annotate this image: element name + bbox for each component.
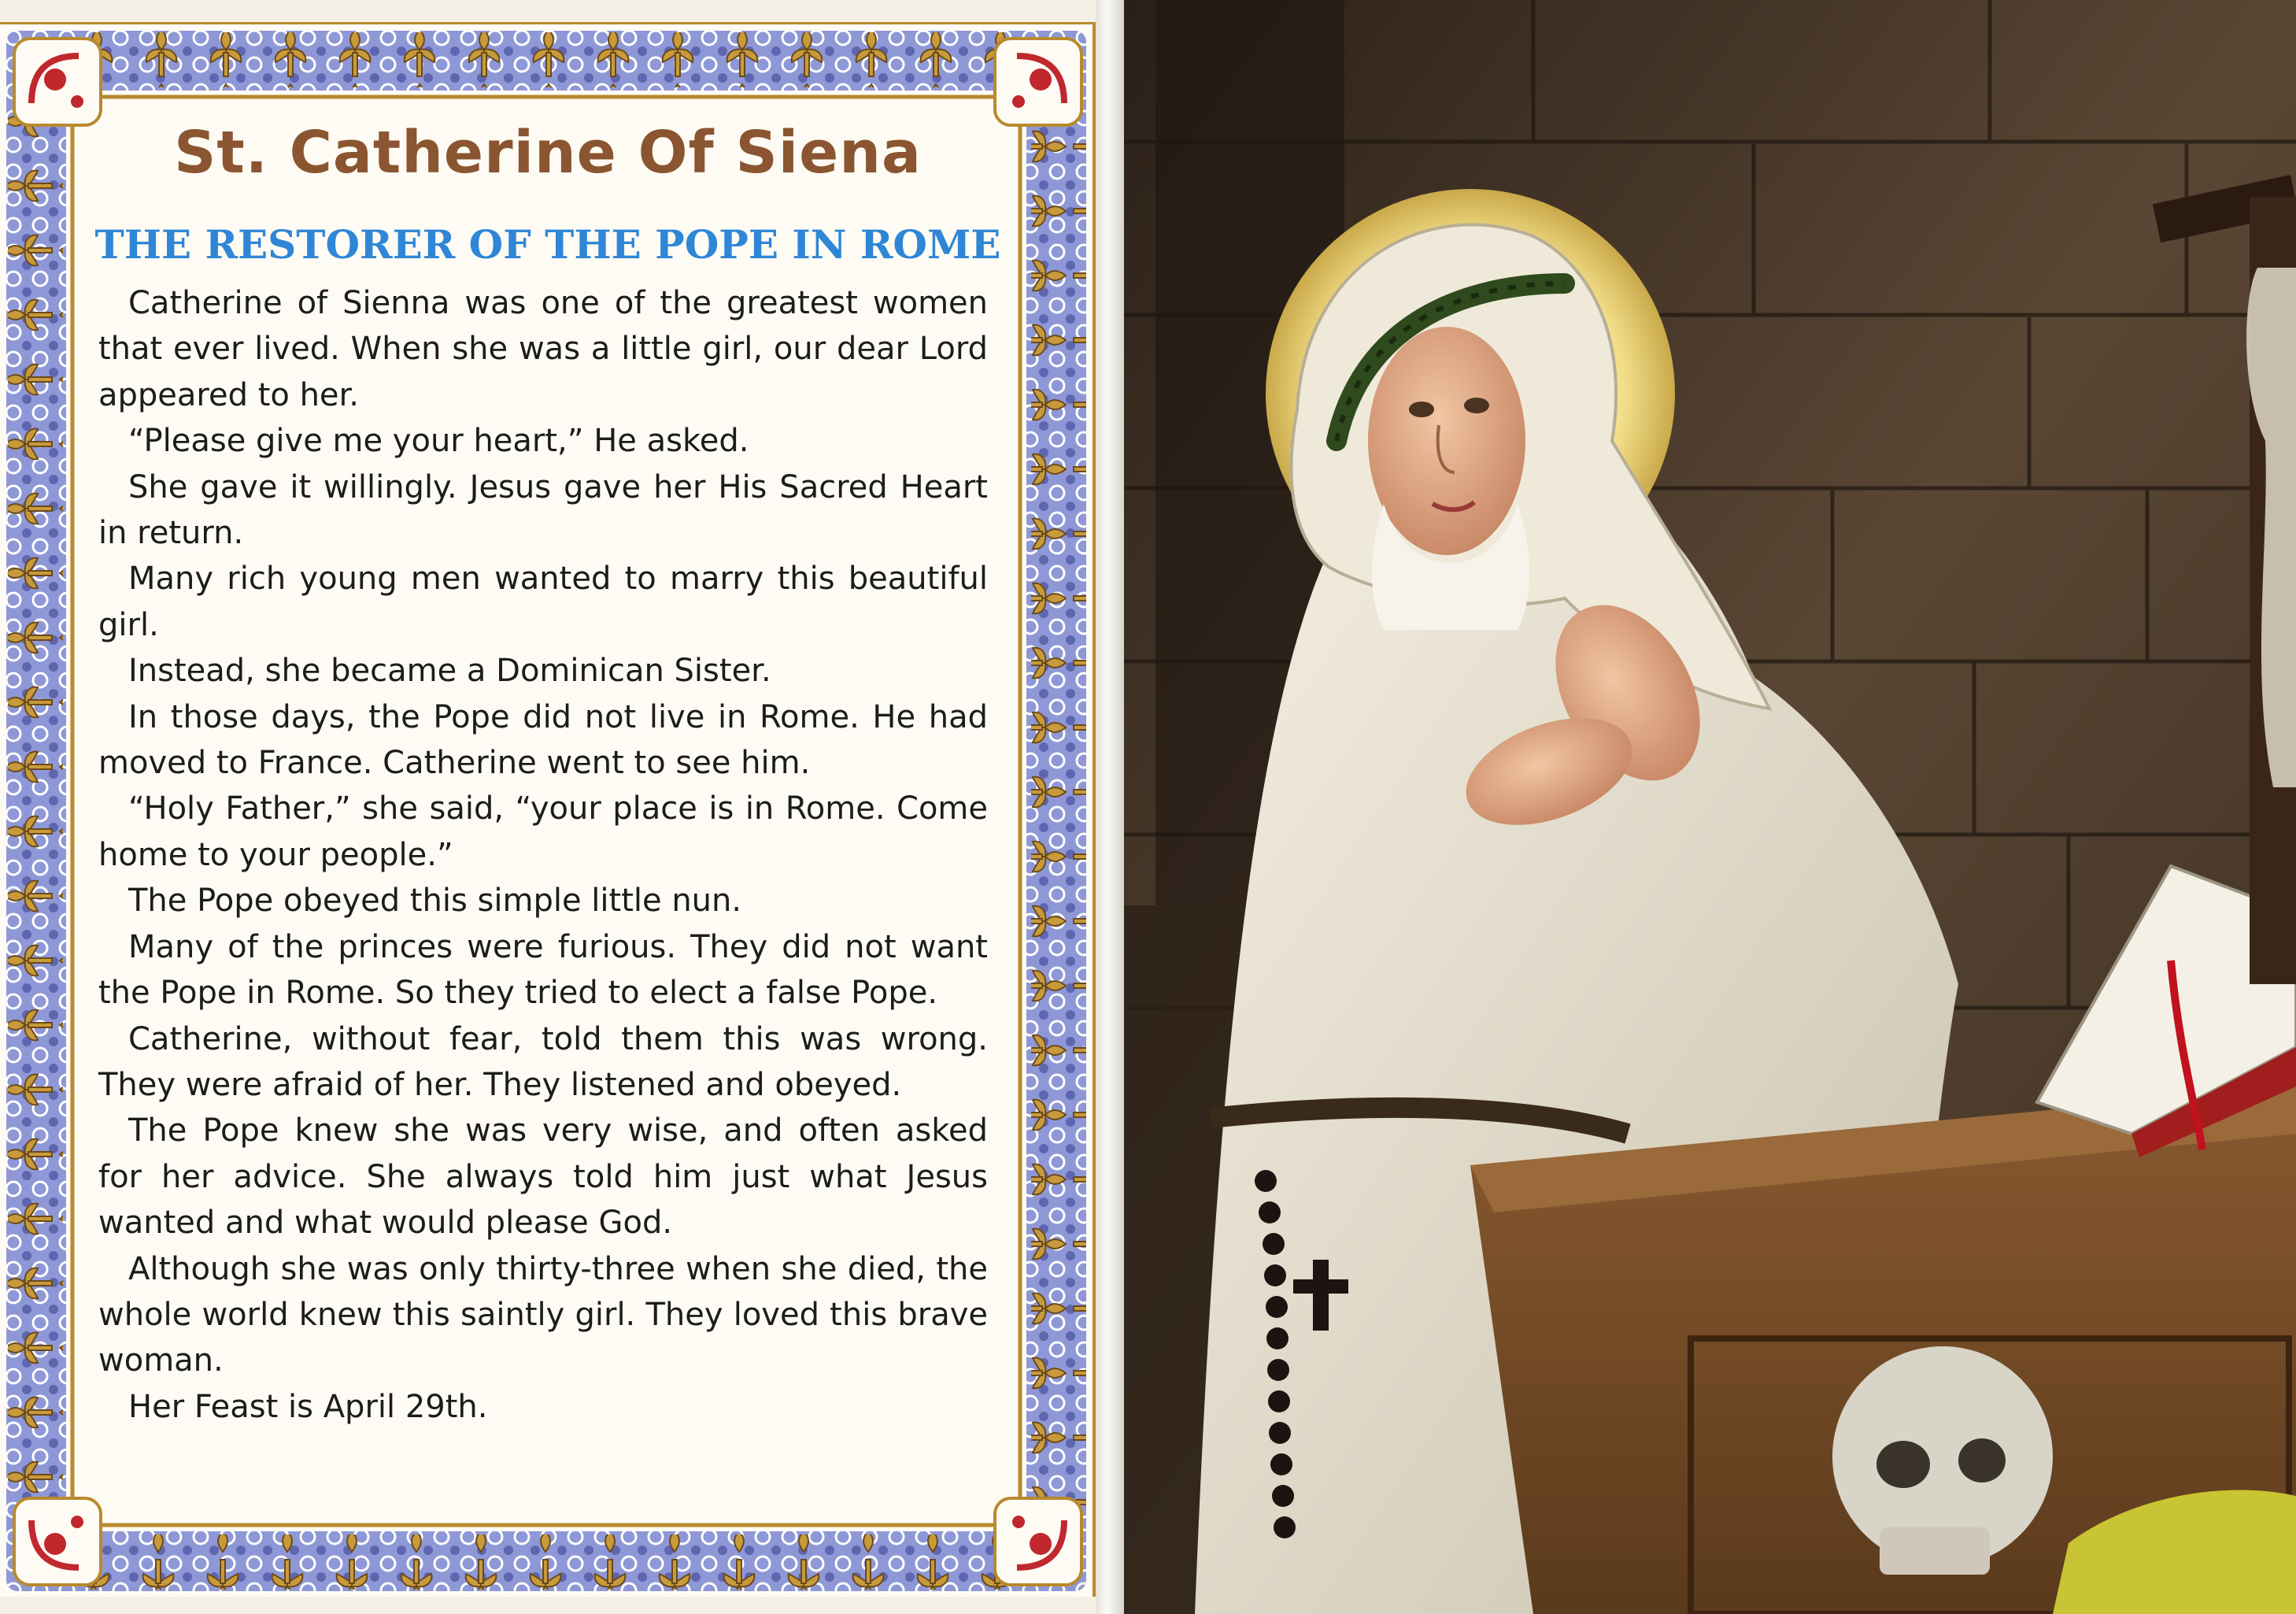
- book-gutter: [1096, 0, 1124, 1614]
- story-paragraph: “Please give me your heart,” He asked.: [128, 423, 749, 460]
- corner-ornament-top-left: [14, 39, 101, 125]
- story-paragraph: She gave it willingly. Jesus gave her His Sacred Heart in return.: [98, 468, 988, 552]
- story-paragraph: “Holy Father,” she said, “your place is in Rome. Come home to your people.”: [98, 790, 988, 873]
- story-page: [0, 22, 1096, 1597]
- story-paragraph: Although she was only thirty-three when she died, the whole world knew this saintly girl. They loved this brave woman.: [98, 1250, 988, 1379]
- story-paragraph: Many rich young men wanted to marry this beautiful girl.: [98, 561, 988, 643]
- story-text: [98, 280, 988, 1430]
- story-paragraph: Instead, she became a Dominican Sister.: [128, 653, 771, 690]
- face: [1368, 327, 1525, 555]
- story-paragraph: Catherine, without fear, told them this was wrong. They were afraid of her. They listened and obeyed.: [98, 1020, 988, 1103]
- story-paragraph: The Pope obeyed this simple little nun.: [128, 883, 742, 920]
- story-paragraph: Catherine of Sienna was one of the greatest women that ever lived. When she was a little girl, our dear Lord appeared to her.: [98, 285, 988, 413]
- corner-ornament-bottom-right: [995, 1498, 1081, 1585]
- story-paragraph: Many of the princes were furious. They did not want the Pope in Rome. So they tried to elect a false Pope.: [98, 928, 988, 1012]
- story-paragraph: The Pope knew she was very wise, and often asked for her advice. She always told him just what Jesus wanted and what would please God.: [98, 1112, 988, 1242]
- corner-ornament-bottom-left: [14, 1498, 101, 1585]
- page-subtitle: THE RESTORER OF THE POPE IN ROME: [94, 221, 1001, 268]
- corner-ornament-top-right: [995, 39, 1081, 125]
- page-title: St. Catherine Of Siena: [174, 119, 922, 187]
- story-paragraph: In those days, the Pope did not live in Rome. He had moved to France. Catherine went to see him.: [98, 698, 988, 782]
- story-paragraph: Her Feast is April 29th.: [128, 1388, 488, 1425]
- saint-painting: [1124, 0, 2296, 1614]
